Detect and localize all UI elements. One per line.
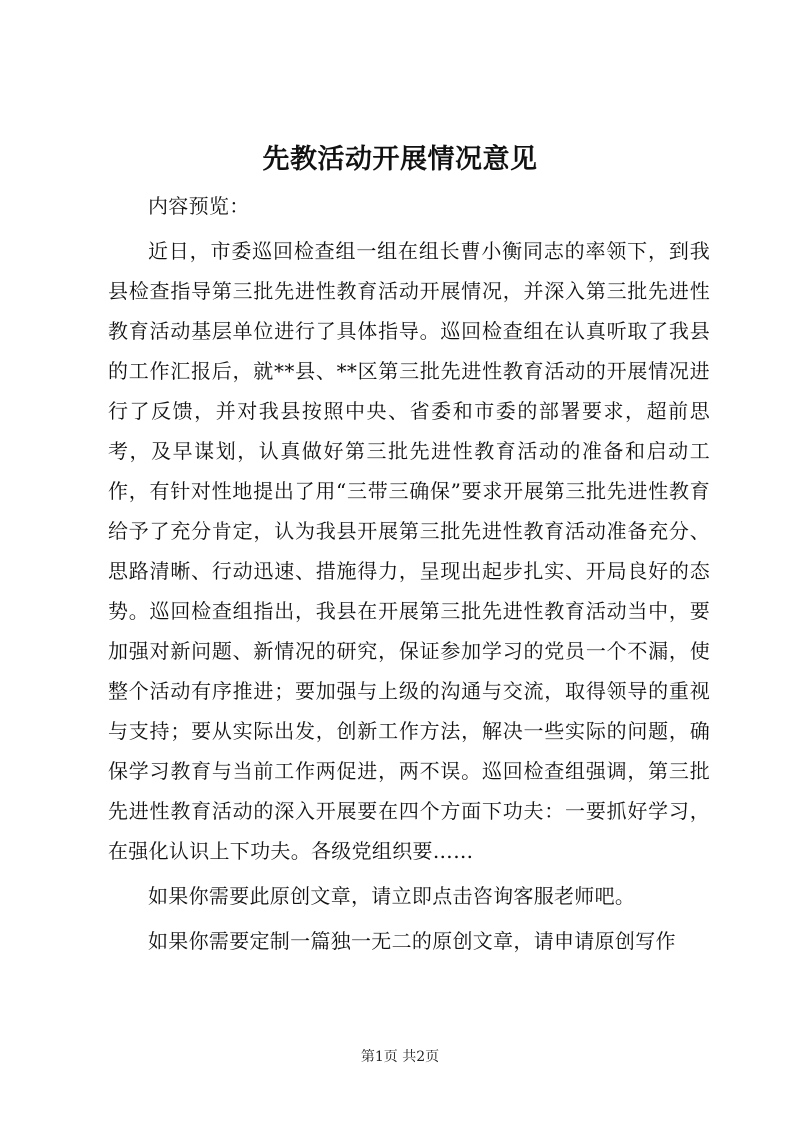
promo-line-consult[interactable]: 如果你需要此原创文章，请立即点击咨询客服老师吧。 bbox=[148, 884, 636, 908]
preview-label: 内容预览： bbox=[148, 194, 250, 218]
body-paragraph: 近日，市委巡回检查组一组在组长曹小衡同志的率领下，到我县检查指导第三批先进性教育活动开展情况，并深入第三批先进性教育活动基层单位进行了具体指导。巡回检查组在认真听取了我县的工作汇报后，就**县、**区第三批先进性教育活动的开展情况进行了反馈，并对我县按照中央、省委和市委的部署要求，超前思考，及早谋划，认真做好第三批先进性教育活动的准备和启动工作，有针对性地提出了用“三带三确保”要求开展第三批先进性教育给予了充分肯定，认为我县开展第三批先进性教育活动准备充分、思路清晰、行动迅速、措施得力，呈现出起步扎实、开局良好的态势。巡回检查组指出，我县在开展第三批先进性教育活动当中，要加强对新问题、新情况的研究，保证参加学习的党员一个不漏，使整个活动有序推进；要加强与上级的沟通与交流，取得领导的重视与支持；要从实际出发，创新工作方法，解决一些实际的问题，确保学习教育与当前工作两促进，两不误。巡回检查组强调，第三批先进性教育活动的深入开展要在四个方面下功夫：一要抓好学习，在强化认识上下功夫。各级党组织要…… bbox=[108, 239, 710, 863]
page-number-footer: 第1页 共2页 bbox=[360, 1049, 440, 1065]
promo-line-custom[interactable]: 如果你需要定制一篇独一无二的原创文章，请申请原创写作 bbox=[148, 929, 676, 953]
document-title: 先教活动开展情况意见 bbox=[262, 144, 538, 175]
document-body bbox=[108, 186, 710, 961]
